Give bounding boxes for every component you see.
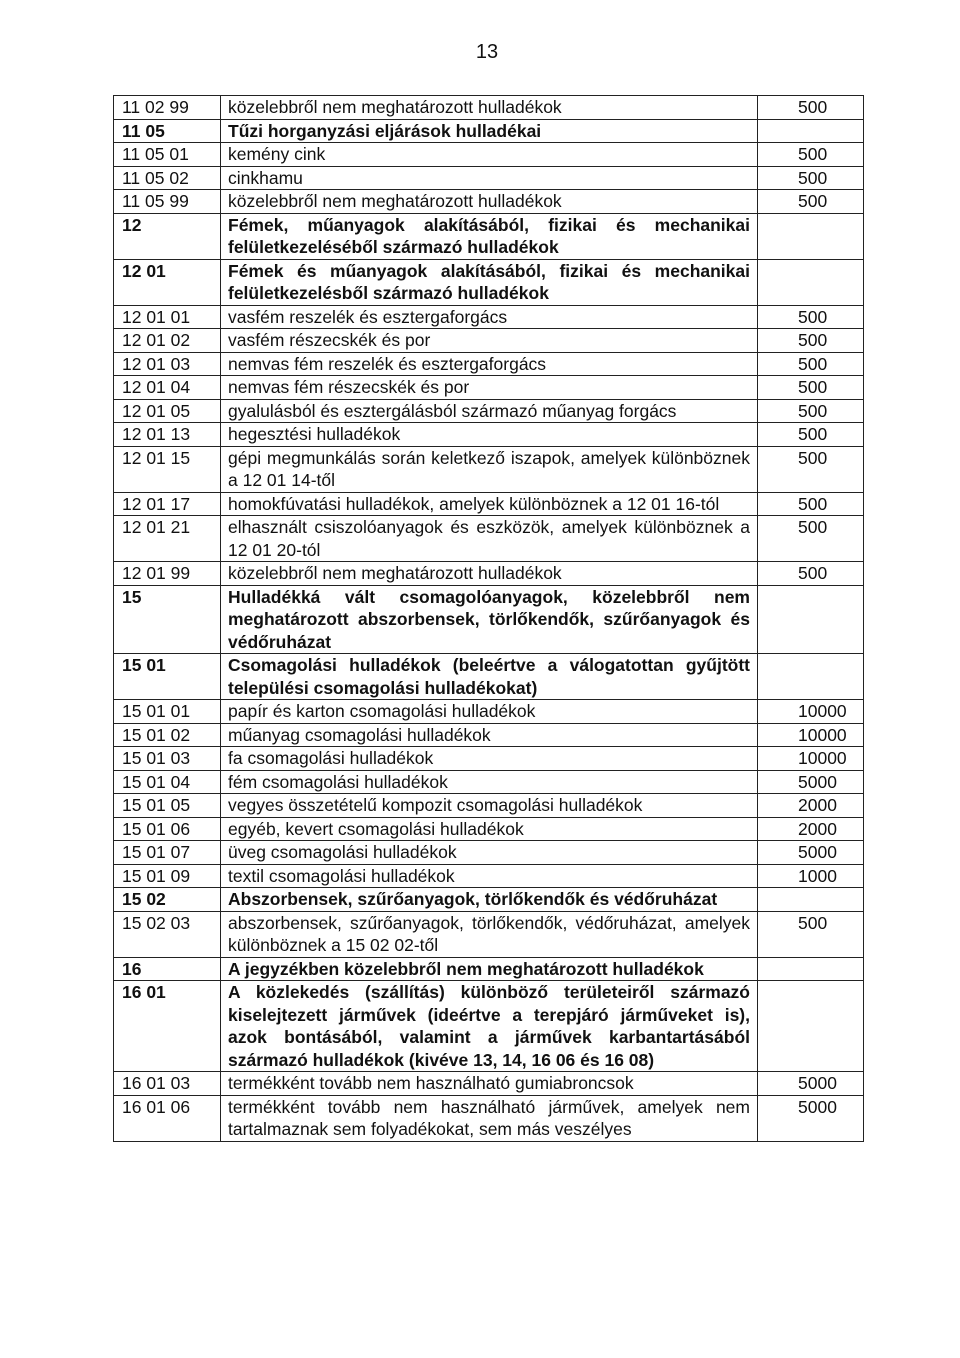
waste-code-cell: 15 01 03 — [114, 747, 221, 771]
limit-value-cell: 2000 — [758, 817, 864, 841]
limit-value-cell: 5000 — [758, 1072, 864, 1096]
waste-code-cell: 16 01 03 — [114, 1072, 221, 1096]
limit-value-cell: 5000 — [758, 1095, 864, 1141]
waste-description-cell: homokfúvatási hulladékok, amelyek különböznek a 12 01 16-tól — [221, 492, 758, 516]
waste-code-cell: 12 01 17 — [114, 492, 221, 516]
waste-description-cell: textil csomagolási hulladékok — [221, 864, 758, 888]
limit-value-cell: 10000 — [758, 723, 864, 747]
limit-value-cell: 5000 — [758, 841, 864, 865]
waste-description-cell: vegyes összetételű kompozit csomagolási hulladékok — [221, 794, 758, 818]
limit-value-cell: 500 — [758, 329, 864, 353]
waste-description-cell: elhasznált csiszolóanyagok és eszközök, amelyek különböznek a 12 01 20-tól — [221, 516, 758, 562]
limit-value-cell: 500 — [758, 423, 864, 447]
waste-code-cell: 16 01 — [114, 981, 221, 1072]
waste-description-cell: gyalulásból és esztergálásból származó műanyag forgács — [221, 399, 758, 423]
table-row — [114, 585, 864, 654]
waste-code-cell: 15 02 — [114, 888, 221, 912]
table-row — [114, 446, 864, 492]
limit-value-cell: 2000 — [758, 794, 864, 818]
limit-value-cell: 500 — [758, 143, 864, 167]
waste-description-cell: papír és karton csomagolási hulladékok — [221, 700, 758, 724]
waste-code-cell: 15 01 06 — [114, 817, 221, 841]
waste-description-cell: kemény cink — [221, 143, 758, 167]
waste-code-cell: 11 02 99 — [114, 96, 221, 120]
waste-description-cell: A közlekedés (szállítás) különböző területeiről származó kiselejtezett járművek (ideértve a terepjáró járműveket is), azok bontásából, valamint a járművek karbantartásából származó hulladékok (kivéve 13, 14, 16 06 és 16 08) — [221, 981, 758, 1072]
limit-value-cell: 500 — [758, 562, 864, 586]
waste-description-cell: közelebbről nem meghatározott hulladékok — [221, 190, 758, 214]
table-row — [114, 747, 864, 771]
limit-value-cell: 500 — [758, 399, 864, 423]
table-row — [114, 888, 864, 912]
waste-code-cell: 16 — [114, 957, 221, 981]
table-row — [114, 562, 864, 586]
table-row — [114, 259, 864, 305]
waste-code-cell: 16 01 06 — [114, 1095, 221, 1141]
table-row — [114, 516, 864, 562]
table-row — [114, 723, 864, 747]
waste-description-cell: termékként tovább nem használható gumiabroncsok — [221, 1072, 758, 1096]
waste-code-cell: 15 01 09 — [114, 864, 221, 888]
limit-value-cell: 10000 — [758, 747, 864, 771]
waste-description-cell: közelebbről nem meghatározott hulladékok — [221, 96, 758, 120]
table-row — [114, 96, 864, 120]
table-row — [114, 399, 864, 423]
limit-value-cell: 500 — [758, 96, 864, 120]
waste-description-cell: Tűzi horganyzási eljárások hulladékai — [221, 119, 758, 143]
table-row — [114, 166, 864, 190]
table-row — [114, 1095, 864, 1141]
waste-code-cell: 15 — [114, 585, 221, 654]
limit-value-cell — [758, 119, 864, 143]
waste-code-cell: 12 01 99 — [114, 562, 221, 586]
table-row — [114, 190, 864, 214]
waste-code-cell: 12 — [114, 213, 221, 259]
limit-value-cell: 500 — [758, 446, 864, 492]
limit-value-cell: 500 — [758, 911, 864, 957]
table-row — [114, 654, 864, 700]
limit-value-cell: 500 — [758, 376, 864, 400]
table-row — [114, 770, 864, 794]
limit-value-cell — [758, 213, 864, 259]
waste-code-table — [113, 95, 864, 1142]
table-row — [114, 492, 864, 516]
waste-table-body — [114, 96, 864, 1142]
waste-code-cell: 11 05 01 — [114, 143, 221, 167]
table-row — [114, 817, 864, 841]
table-row — [114, 213, 864, 259]
limit-value-cell — [758, 981, 864, 1072]
waste-description-cell: Hulladékká vált csomagolóanyagok, közelebbről nem meghatározott abszorbensek, törlőkendők, szűrőanyagok és védőruházat — [221, 585, 758, 654]
waste-description-cell: egyéb, kevert csomagolási hulladékok — [221, 817, 758, 841]
waste-code-cell: 12 01 21 — [114, 516, 221, 562]
waste-code-cell: 15 01 02 — [114, 723, 221, 747]
waste-code-cell: 11 05 02 — [114, 166, 221, 190]
limit-value-cell: 1000 — [758, 864, 864, 888]
limit-value-cell — [758, 654, 864, 700]
waste-description-cell: termékként tovább nem használható járművek, amelyek nem tartalmaznak sem folyadékokat, sem más veszélyes — [221, 1095, 758, 1141]
waste-code-cell: 12 01 — [114, 259, 221, 305]
table-row — [114, 841, 864, 865]
limit-value-cell: 500 — [758, 166, 864, 190]
table-row — [114, 1072, 864, 1096]
waste-description-cell: Fémek, műanyagok alakításából, fizikai és mechanikai felületkezeléséből származó hulladékok — [221, 213, 758, 259]
waste-description-cell: Abszorbensek, szűrőanyagok, törlőkendők és védőruházat — [221, 888, 758, 912]
table-row — [114, 957, 864, 981]
limit-value-cell: 500 — [758, 352, 864, 376]
waste-description-cell: fa csomagolási hulladékok — [221, 747, 758, 771]
waste-description-cell: vasfém részecskék és por — [221, 329, 758, 353]
table-row — [114, 329, 864, 353]
waste-code-cell: 15 02 03 — [114, 911, 221, 957]
waste-code-cell: 12 01 03 — [114, 352, 221, 376]
waste-code-cell: 12 01 05 — [114, 399, 221, 423]
table-row — [114, 794, 864, 818]
table-row — [114, 376, 864, 400]
waste-code-cell: 12 01 13 — [114, 423, 221, 447]
limit-value-cell: 5000 — [758, 770, 864, 794]
limit-value-cell: 10000 — [758, 700, 864, 724]
waste-description-cell: hegesztési hulladékok — [221, 423, 758, 447]
waste-description-cell: cinkhamu — [221, 166, 758, 190]
waste-code-cell: 12 01 15 — [114, 446, 221, 492]
table-row — [114, 305, 864, 329]
limit-value-cell — [758, 259, 864, 305]
limit-value-cell — [758, 585, 864, 654]
waste-description-cell: Fémek és műanyagok alakításából, fizikai és mechanikai felületkezelésből származó hulladékok — [221, 259, 758, 305]
waste-description-cell: gépi megmunkálás során keletkező iszapok, amelyek különböznek a 12 01 14-től — [221, 446, 758, 492]
waste-code-cell: 11 05 99 — [114, 190, 221, 214]
waste-code-cell: 12 01 04 — [114, 376, 221, 400]
table-row — [114, 981, 864, 1072]
limit-value-cell — [758, 888, 864, 912]
waste-description-cell: üveg csomagolási hulladékok — [221, 841, 758, 865]
waste-code-cell: 15 01 04 — [114, 770, 221, 794]
table-row — [114, 143, 864, 167]
waste-code-cell: 15 01 05 — [114, 794, 221, 818]
waste-description-cell: fém csomagolási hulladékok — [221, 770, 758, 794]
waste-code-cell: 15 01 01 — [114, 700, 221, 724]
waste-description-cell: A jegyzékben közelebbről nem meghatározott hulladékok — [221, 957, 758, 981]
waste-code-cell: 11 05 — [114, 119, 221, 143]
limit-value-cell: 500 — [758, 516, 864, 562]
table-row — [114, 119, 864, 143]
waste-description-cell: műanyag csomagolási hulladékok — [221, 723, 758, 747]
limit-value-cell — [758, 957, 864, 981]
limit-value-cell: 500 — [758, 305, 864, 329]
table-row — [114, 352, 864, 376]
table-row — [114, 864, 864, 888]
limit-value-cell: 500 — [758, 190, 864, 214]
page-number: 13 — [475, 41, 499, 63]
waste-code-cell: 12 01 01 — [114, 305, 221, 329]
table-row — [114, 700, 864, 724]
waste-description-cell: Csomagolási hulladékok (beleértve a válogatottan gyűjtött települési csomagolási hulladékokat) — [221, 654, 758, 700]
waste-description-cell: nemvas fém részecskék és por — [221, 376, 758, 400]
waste-code-cell: 15 01 07 — [114, 841, 221, 865]
waste-description-cell: nemvas fém reszelék és esztergaforgács — [221, 352, 758, 376]
waste-description-cell: abszorbensek, szűrőanyagok, törlőkendők, védőruházat, amelyek különböznek a 15 02 02-től — [221, 911, 758, 957]
limit-value-cell: 500 — [758, 492, 864, 516]
waste-code-cell: 12 01 02 — [114, 329, 221, 353]
table-row — [114, 911, 864, 957]
waste-description-cell: közelebbről nem meghatározott hulladékok — [221, 562, 758, 586]
waste-code-cell: 15 01 — [114, 654, 221, 700]
table-row — [114, 423, 864, 447]
waste-description-cell: vasfém reszelék és esztergaforgács — [221, 305, 758, 329]
